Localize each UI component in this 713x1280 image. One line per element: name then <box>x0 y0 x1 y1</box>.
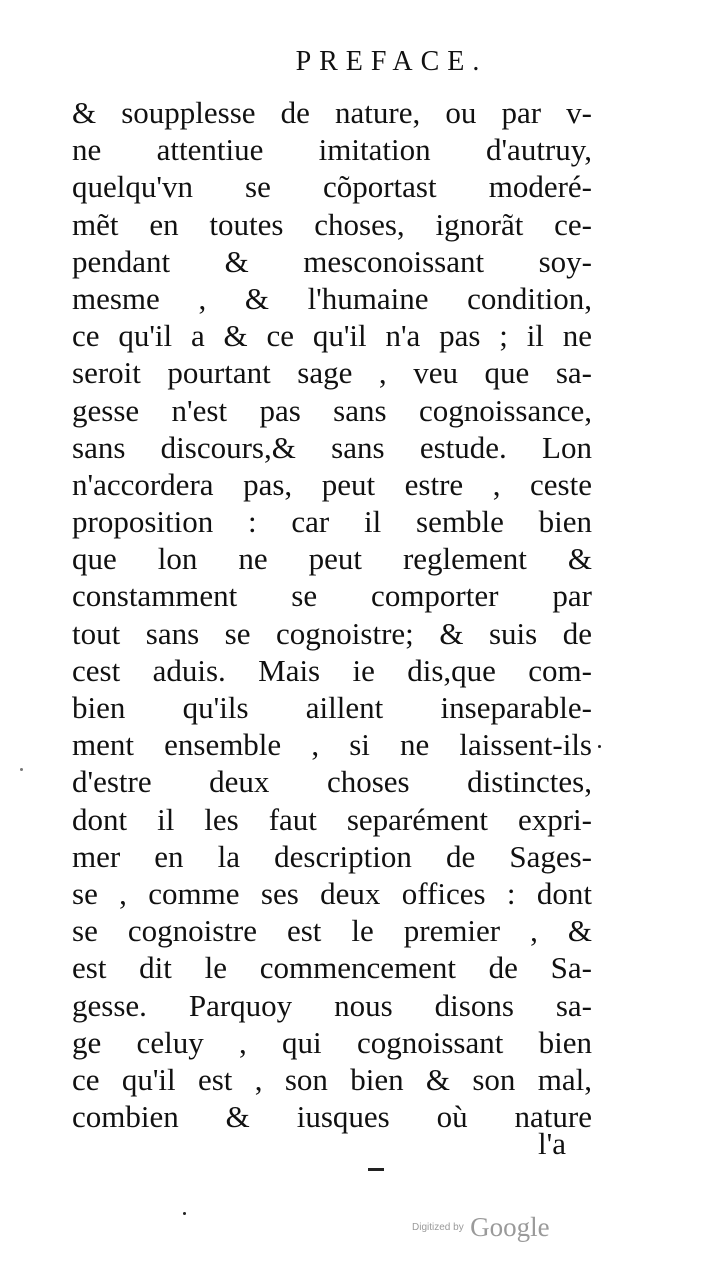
text-line: n'accordera pas, peut estre , ceste <box>72 466 592 502</box>
text-line: cest aduis. Mais ie dis,que com- <box>72 652 592 688</box>
ink-speck <box>183 1212 186 1215</box>
text-line: dont il les faut separément expri- <box>72 801 592 837</box>
text-line: seroit pourtant sage , veu que sa- <box>72 355 592 391</box>
text-line: se , comme ses deux offices : dont <box>72 875 592 911</box>
text-line: ce qu'il a & ce qu'il n'a pas ; il ne <box>72 318 592 354</box>
text-line: constamment se comporter par <box>72 578 592 614</box>
text-line: bien qu'ils aillent inseparable- <box>72 690 592 725</box>
text-line: mer en la description de Sages- <box>72 838 592 874</box>
watermark-brand: Google <box>470 1212 550 1242</box>
text-line: que lon ne peut reglement & <box>72 541 592 577</box>
ink-speck <box>598 745 601 748</box>
ink-dash <box>368 1168 384 1171</box>
text-line: ne attentiue imitation d'autruy, <box>72 132 592 168</box>
body-text <box>72 94 592 1135</box>
ink-speck <box>20 768 23 771</box>
text-line: combien & iusques où nature <box>72 1099 592 1135</box>
text-line: gesse n'est pas sans cognoissance, <box>72 392 592 428</box>
text-line: ce qu'il est , son bien & son mal, <box>72 1061 592 1097</box>
text-line: sans discours,& sans estude. Lon <box>72 429 592 465</box>
text-line: pendant & mesconoissant soy- <box>72 243 592 279</box>
text-line: ge celuy , qui cognoissant bien <box>72 1024 592 1060</box>
text-line: tout sans se cognoistre; & suis de <box>72 615 592 651</box>
text-line: gesse. Parquoy nous disons sa- <box>72 987 592 1023</box>
running-header: PREFACE. <box>295 46 488 77</box>
digitization-watermark <box>412 1212 550 1243</box>
text-line: d'estre deux choses distinctes, <box>72 764 592 800</box>
text-line: est dit le commencement de Sa- <box>72 950 592 986</box>
text-line: se cognoistre est le premier , & <box>72 913 592 949</box>
catchword: l'a <box>538 1126 566 1161</box>
text-line: ment ensemble , si ne laissent-ils <box>72 727 592 763</box>
text-line: mesme , & l'humaine condition, <box>72 280 592 316</box>
text-line: mẽt en toutes choses, ignorãt ce- <box>72 206 592 242</box>
text-line: quelqu'vn se cõportast moderé- <box>72 169 592 205</box>
text-line: & soupplesse de nature, ou par v- <box>72 95 592 130</box>
text-line: proposition : car il semble bien <box>72 504 592 540</box>
watermark-prefix: Digitized by <box>412 1222 464 1233</box>
